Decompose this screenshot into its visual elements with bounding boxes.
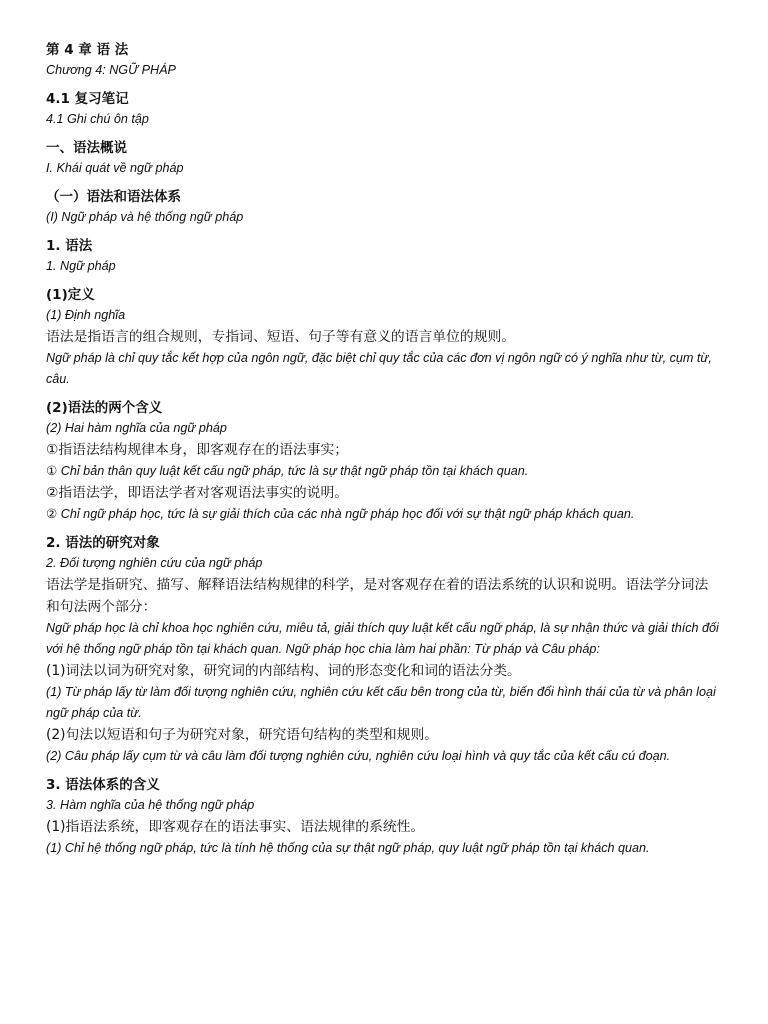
vietnamese-translation: 4.1 Ghi chú ôn tập [46,112,149,126]
chinese-paragraph: ①指语法结构规律本身，即客观存在的语法事实； [46,442,349,458]
spacer [46,130,722,138]
chinese-paragraph: ②指语法学，即语法学者对客观语法事实的说明。 [46,485,349,501]
chinese-paragraph: (1)指语法系统，即客观存在的语法事实、语法规律的系统性。 [46,819,425,835]
vietnamese-translation: I. Khái quát về ngữ pháp [46,161,184,175]
vietnamese-translation: 2. Đối tượng nghiên cứu của ngữ pháp [46,556,263,570]
heading: 1. 语法 [46,238,93,254]
heading: (1)定义 [46,287,95,303]
vietnamese-translation: 1. Ngữ pháp [46,259,116,273]
heading: 3. 语法体系的含义 [46,777,160,793]
spacer [46,390,722,398]
spacer [46,228,722,236]
spacer [46,525,722,533]
vietnamese-translation: (1) Định nghĩa [46,308,126,322]
spacer [46,277,722,285]
heading: 第 4 章 语 法 [46,42,129,58]
vietnamese-translation: ① Chỉ bản thân quy luật kết cấu ngữ pháp, tức là sự thật ngữ pháp tồn tại khách quan. [46,464,529,478]
vietnamese-translation: (1) Từ pháp lấy từ làm đối tượng nghiên cứu, nghiên cứu kết cấu bên trong của từ, biến đổi hình thái của từ và phân loại ngữ pháp của từ. [46,685,716,720]
vietnamese-translation: Ngữ pháp là chỉ quy tắc kết hợp của ngôn ngữ, đặc biệt chỉ quy tắc của các đơn vị ngôn ngữ có ý nghĩa như từ, cụm từ, câu. [46,351,712,386]
vietnamese-translation: (2) Câu pháp lấy cụm từ và câu làm đối tượng nghiên cứu, nghiên cứu loại hình và quy tắc của kết cấu cú đoạn. [46,749,671,763]
chinese-paragraph: (2)句法以短语和句子为研究对象，研究语句结构的类型和规则。 [46,727,439,743]
vietnamese-translation: Chương 4: NGỮ PHÁP [46,63,176,77]
vietnamese-translation: (2) Hai hàm nghĩa của ngữ pháp [46,421,227,435]
vietnamese-translation: (I) Ngữ pháp và hệ thống ngữ pháp [46,210,244,224]
vietnamese-translation: 3. Hàm nghĩa của hệ thống ngữ pháp [46,798,255,812]
heading: 一、语法概说 [46,140,127,156]
spacer [46,179,722,187]
heading: (2)语法的两个含义 [46,400,163,416]
chinese-paragraph: (1)词法以词为研究对象，研究词的内部结构、词的形态变化和词的语法分类。 [46,663,521,679]
vietnamese-translation: Ngữ pháp học là chỉ khoa học nghiên cứu, miêu tả, giải thích quy luật kết cấu ngữ pháp, là sự nhận thức và giải thích đối với hệ thống ngữ pháp tồn tại khách quan. Ngữ pháp học chia làm hai phần: Từ pháp và Câu pháp: [46,621,719,656]
spacer [46,767,722,775]
vietnamese-translation: ② Chỉ ngữ pháp học, tức là sự giải thích của các nhà ngữ pháp học đối với sự thật ngữ pháp khách quan. [46,507,635,521]
heading: 2. 语法的研究对象 [46,535,160,551]
chinese-paragraph: 语法学是指研究、描写、解释语法结构规律的科学，是对客观存在着的语法系统的认识和说明。语法学分词法和句法两个部分： [46,577,709,615]
chinese-paragraph: 语法是指语言的组合规则，专指词、短语、句子等有意义的语言单位的规则。 [46,329,516,345]
vietnamese-translation: (1) Chỉ hệ thống ngữ pháp, tức là tính hệ thống của sự thật ngữ pháp, quy luật ngữ pháp tồn tại khách quan. [46,841,650,855]
heading: 4.1 复习笔记 [46,91,129,107]
spacer [46,81,722,89]
heading: （一）语法和语法体系 [46,189,181,205]
